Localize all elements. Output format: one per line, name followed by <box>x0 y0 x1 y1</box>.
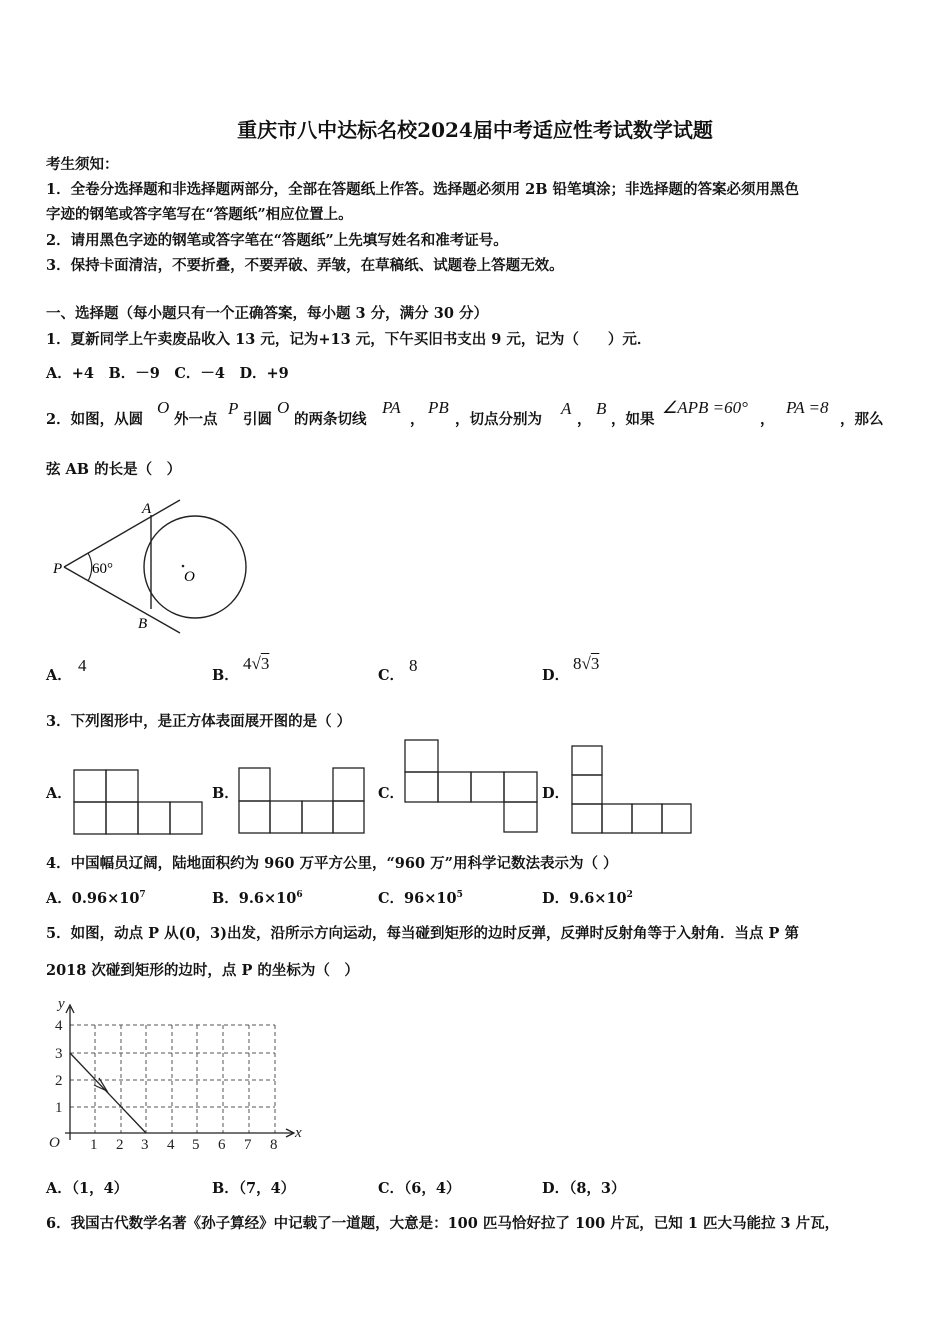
q4-option-a-exponent: 7 <box>139 890 146 901</box>
q3-net-d <box>571 744 693 836</box>
q4-option-b-label: B． <box>212 890 239 907</box>
notice-line-1-cont: 字迹的钢笔或答字笔写在“答题纸”相应位置上。 <box>46 206 353 223</box>
q4-option-c <box>378 887 463 908</box>
q2-fig-label-a: A <box>142 501 152 517</box>
q2-tangent-pa: PA <box>382 398 401 417</box>
q4-option-b-base: 9.6×10 <box>238 890 297 907</box>
q2-circle-tangent-figure <box>50 495 250 635</box>
notice-line-2: 2．请用黑色字迹的钢笔或答字笔在“答题纸”上先填写姓名和准考证号。 <box>46 232 508 249</box>
q2-option-d-radicand: 3 <box>590 654 600 673</box>
q5-x-tick-6: 6 <box>218 1137 226 1153</box>
q4-option-c-label: C． <box>378 890 405 907</box>
q2-option-d-label: D． <box>542 667 570 684</box>
q5-grid-figure <box>45 995 315 1155</box>
q2-option-c-value: 8 <box>409 656 418 675</box>
q2-fig-label-p: P <box>53 561 63 577</box>
q4-option-c-base: 96×10 <box>404 890 457 907</box>
sqrt-sign: √ <box>581 654 591 673</box>
q5-x-tick-7: 7 <box>244 1137 252 1153</box>
q2-option-d-value <box>573 654 599 674</box>
q2-option-b-radicand: 3 <box>260 654 270 673</box>
q2-comma-3: ， <box>760 411 775 428</box>
q5-x-tick-5: 5 <box>192 1137 200 1153</box>
q2-point-p: P <box>228 399 239 418</box>
q2-point-b: B <box>596 399 607 418</box>
q1-stem: 1．夏新同学上午卖废品收入 13 元，记为+13 元，下午买旧书支出 9 元，记为（ ）元． <box>46 331 652 348</box>
q5-x-tick-2: 2 <box>116 1137 124 1153</box>
q4-option-b-exponent: 6 <box>296 890 303 901</box>
q2-option-b-coef: 4 <box>243 654 252 673</box>
q4-option-a-base: 0.96×10 <box>71 890 140 907</box>
q3-option-b-label: B． <box>212 785 239 802</box>
q5-option-b: B．（7，4） <box>212 1180 296 1197</box>
section-heading: 一、选择题（每小题只有一个正确答案，每小题 3 分，满分 30 分） <box>46 305 488 322</box>
q2-pa-value: PA =8 <box>786 398 829 417</box>
q2-stem-text-6: ，如果 <box>611 411 655 428</box>
q4-option-c-exponent: 5 <box>456 890 463 901</box>
q5-y-tick-2: 2 <box>55 1073 63 1089</box>
q2-option-b-value <box>243 654 269 674</box>
q4-option-b <box>212 887 303 908</box>
page-title: 重庆市八中达标名校2024届中考适应性考试数学试题 <box>237 118 713 142</box>
q2-stem-text-1: 2．如图，从圆 <box>46 411 144 428</box>
q2-fig-angle-label: 60° <box>92 561 113 577</box>
q2-comma-1: ， <box>410 411 425 428</box>
q5-y-tick-1: 1 <box>55 1100 63 1116</box>
q2-fig-label-b: B <box>138 616 148 632</box>
q3-stem: 3．下列图形中，是正方体表面展开图的是（ ） <box>46 713 352 730</box>
q5-stem-line-1: 5．如图，动点 P 从(0，3)出发，沿所示方向运动，每当碰到矩形的边时反弹，反弹时反射角等于入射角．当点 P 第 <box>46 925 799 942</box>
q5-y-axis-label: y <box>58 996 65 1012</box>
q4-option-a <box>46 887 146 908</box>
q4-option-d-exponent: 2 <box>626 890 633 901</box>
q5-y-tick-4: 4 <box>55 1018 63 1034</box>
q5-option-a: A．（1，4） <box>46 1180 129 1197</box>
notice-line-3: 3．保持卡面清洁，不要折叠，不要弄破、弄皱，在草稿纸、试题卷上答题无效。 <box>46 257 564 274</box>
q5-x-axis-label: x <box>295 1125 302 1141</box>
q2-option-d-coef: 8 <box>573 654 582 673</box>
q3-option-a-label: A． <box>46 785 72 802</box>
q6-stem: 6．我国古代数学名著《孙子算经》中记载了一道题，大意是：100 匹马恰好拉了 100 片瓦，已知 1 匹大马能拉 3 片瓦， <box>46 1215 840 1232</box>
q2-stem-text-4: 的两条切线 <box>294 411 367 428</box>
q5-x-tick-1: 1 <box>90 1137 98 1153</box>
q2-stem-text-3: 引圆 <box>243 411 272 428</box>
q2-angle-apb: ∠APB =60° <box>662 398 748 417</box>
q5-x-tick-8: 8 <box>270 1137 278 1153</box>
q4-option-d-base: 9.6×10 <box>569 890 627 907</box>
q2-option-b-label: B． <box>212 667 239 684</box>
q4-stem: 4．中国幅员辽阔，陆地面积约为 960 万平方公里，“960 万”用科学记数法表示为（ ） <box>46 855 618 872</box>
q3-net-b <box>239 768 369 834</box>
notice-line-1: 1．全卷分选择题和非选择题两部分，全部在答题纸上作答。选择题必须用 2B 铅笔填涂；非选择题的答案必须用黑色 <box>46 181 800 198</box>
q5-option-d: D．（8，3） <box>542 1180 626 1197</box>
q4-option-d-label: D． <box>542 890 570 907</box>
q2-stem-text-2: 外一点 <box>174 411 218 428</box>
q2-point-a: A <box>561 399 572 418</box>
q5-option-c: C．（6，4） <box>378 1180 461 1197</box>
q2-circle-o: O <box>157 398 170 417</box>
q4-option-d <box>542 887 633 908</box>
q2-option-a-label: A． <box>46 667 72 684</box>
q3-net-a <box>74 770 204 836</box>
q3-option-d-label: D． <box>542 785 570 802</box>
q5-stem-line-2: 2018 次碰到矩形的边时，点 P 的坐标为（ ） <box>46 962 359 979</box>
q3-net-c <box>404 738 539 834</box>
q5-x-tick-4: 4 <box>167 1137 175 1153</box>
q2-tangent-pb: PB <box>428 398 449 417</box>
q2-stem-line-2: 弦 AB 的长是（ ） <box>46 461 182 478</box>
q2-fig-label-o: O <box>184 569 195 585</box>
q2-circle-o-2: O <box>277 398 290 417</box>
q2-option-c-label: C． <box>378 667 405 684</box>
q3-option-c-label: C． <box>378 785 405 802</box>
q4-option-a-label: A． <box>46 890 72 907</box>
q5-y-tick-3: 3 <box>55 1046 63 1062</box>
q2-option-a-value: 4 <box>78 656 87 675</box>
sqrt-sign: √ <box>251 654 261 673</box>
notice-heading: 考生须知： <box>46 156 119 173</box>
q1-options: A．+4 B．－9 C．－4 D．+9 <box>46 365 289 382</box>
q2-stem-text-5: ，切点分别为 <box>455 411 542 428</box>
q2-stem-text-7: ，那么 <box>840 411 884 428</box>
q5-x-tick-3: 3 <box>141 1137 149 1153</box>
q2-comma-2: ， <box>577 411 592 428</box>
q5-origin-label: O <box>49 1135 60 1151</box>
